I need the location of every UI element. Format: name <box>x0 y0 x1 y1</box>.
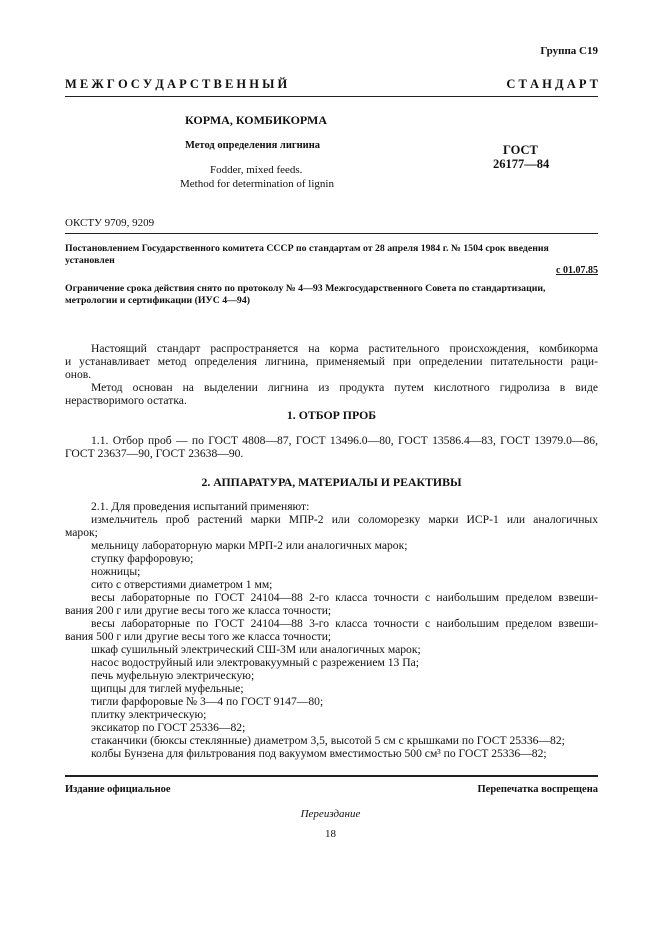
okstu-code: ОКСТУ 9709, 9209 <box>65 217 155 229</box>
doc-title: КОРМА, КОМБИКОРМА <box>185 113 327 127</box>
equipment-item: плитку электрическую; <box>91 708 207 721</box>
gost-label: ГОСТ <box>503 143 538 157</box>
equipment-item: стаканчики (бюксы стеклянные) диаметром 3,5, высотой 5 см с крышками по ГОСТ 25336—82; <box>91 734 565 747</box>
equipment-item: эксикатор по ГОСТ 25336—82; <box>91 721 246 734</box>
group-label: Группа С19 <box>540 45 598 57</box>
limitation-line-2: метрологии и сертификации (ИУС 4—94) <box>65 295 250 306</box>
intro-line: Метод основан на выделении лигнина из продукта путем кислотного гидролиза в виде <box>91 381 598 394</box>
doc-title-en-2: Method for determination of lignin <box>180 178 334 190</box>
section-1-line: 1.1. Отбор проб — по ГОСТ 4808—87, ГОСТ 13496.0—80, ГОСТ 13586.4—83, ГОСТ 13979.0—86, <box>91 434 598 447</box>
footer-reprint: Перепечатка воспрещена <box>477 784 598 795</box>
section-1-body <box>65 434 598 460</box>
intro-line: онов. <box>65 368 92 381</box>
gost-number: 26177—84 <box>493 157 550 171</box>
page-number: 18 <box>325 828 336 840</box>
banner-left: М Е Ж Г О С У Д А Р С Т В Е Н Н Ы Й <box>65 77 288 91</box>
equipment-item: насос водоструйный или электровакуумный с разрежением 13 Па; <box>91 656 419 669</box>
intro-paragraph <box>65 342 598 407</box>
equipment-item: колбы Бунзена для фильтрования под вакуумом вместимостью 500 см³ по ГОСТ 25336—82; <box>91 747 547 760</box>
equipment-item: вания 500 г или другие весы того же класса точности; <box>65 630 332 643</box>
decree-date: с 01.07.85 <box>556 265 598 276</box>
footer-rule <box>65 775 598 777</box>
doc-title-en-1: Fodder, mixed feeds. <box>210 164 303 176</box>
section-1-line: ГОСТ 23637—90, ГОСТ 23638—90. <box>65 447 244 460</box>
equipment-item: ступку фарфоровую; <box>91 552 194 565</box>
doc-method: Метод определения лигнина <box>185 140 321 151</box>
equipment-item: печь муфельную электрическую; <box>91 669 255 682</box>
intro-line: Настоящий стандарт распространяется на корма растительного происхождения, комбикорма <box>91 342 598 355</box>
limitation-line-1: Ограничение срока действия снято по протоколу № 4—93 Межгосударственного Совета по стандартизации, <box>65 283 546 294</box>
equipment-item: щипцы для тиглей муфельные; <box>91 682 244 695</box>
equipment-item: весы лабораторные по ГОСТ 24104—88 2-го класса точности с наибольшим пределом взвеши- <box>91 591 598 604</box>
equipment-item: ножницы; <box>91 565 141 578</box>
equipment-item: весы лабораторные по ГОСТ 24104—88 3-го класса точности с наибольшим пределом взвеши- <box>91 617 598 630</box>
equipment-item: марок; <box>65 526 98 539</box>
footer-reissue: Переиздание <box>300 808 361 820</box>
decree-line-1: Постановлением Государственного комитета СССР по стандартам от 28 апреля 1984 г. № 1504 срок введения <box>65 243 549 254</box>
equipment-item: вания 200 г или другие весы того же класса точности; <box>65 604 332 617</box>
section-1-heading: 1. ОТБОР ПРОБ <box>286 408 377 422</box>
equipment-item: тигли фарфоровые № 3—4 по ГОСТ 9147—80; <box>91 695 324 708</box>
equipment-item: мельницу лабораторную марки МРП-2 или аналогичных марок; <box>91 539 408 552</box>
equipment-item: сито с отверстиями диаметром 1 мм; <box>91 578 273 591</box>
section-2-body <box>65 500 598 760</box>
equipment-item: шкаф сушильный электрический СШ-3М или аналогичных марок; <box>91 643 421 656</box>
section-2-heading: 2. АППАРАТУРА, МАТЕРИАЛЫ И РЕАКТИВЫ <box>201 475 462 489</box>
title-rule <box>65 233 598 234</box>
equipment-item: 2.1. Для проведения испытаний применяют: <box>91 500 310 513</box>
equipment-item: измельчитель проб растений марки МПР-2 или соломорезку марки ИСР-1 или аналогичных <box>91 513 598 526</box>
decree-line-2: установлен <box>65 255 115 266</box>
intro-line: нерастворимого остатка. <box>65 394 187 407</box>
banner-rule-top <box>65 96 598 97</box>
footer-official: Издание официальное <box>65 784 171 795</box>
intro-line: и устанавливает метод определения лигнина, применяемый при определении питательности раци- <box>65 355 598 368</box>
banner-right: С Т А Н Д А Р Т <box>506 77 598 91</box>
